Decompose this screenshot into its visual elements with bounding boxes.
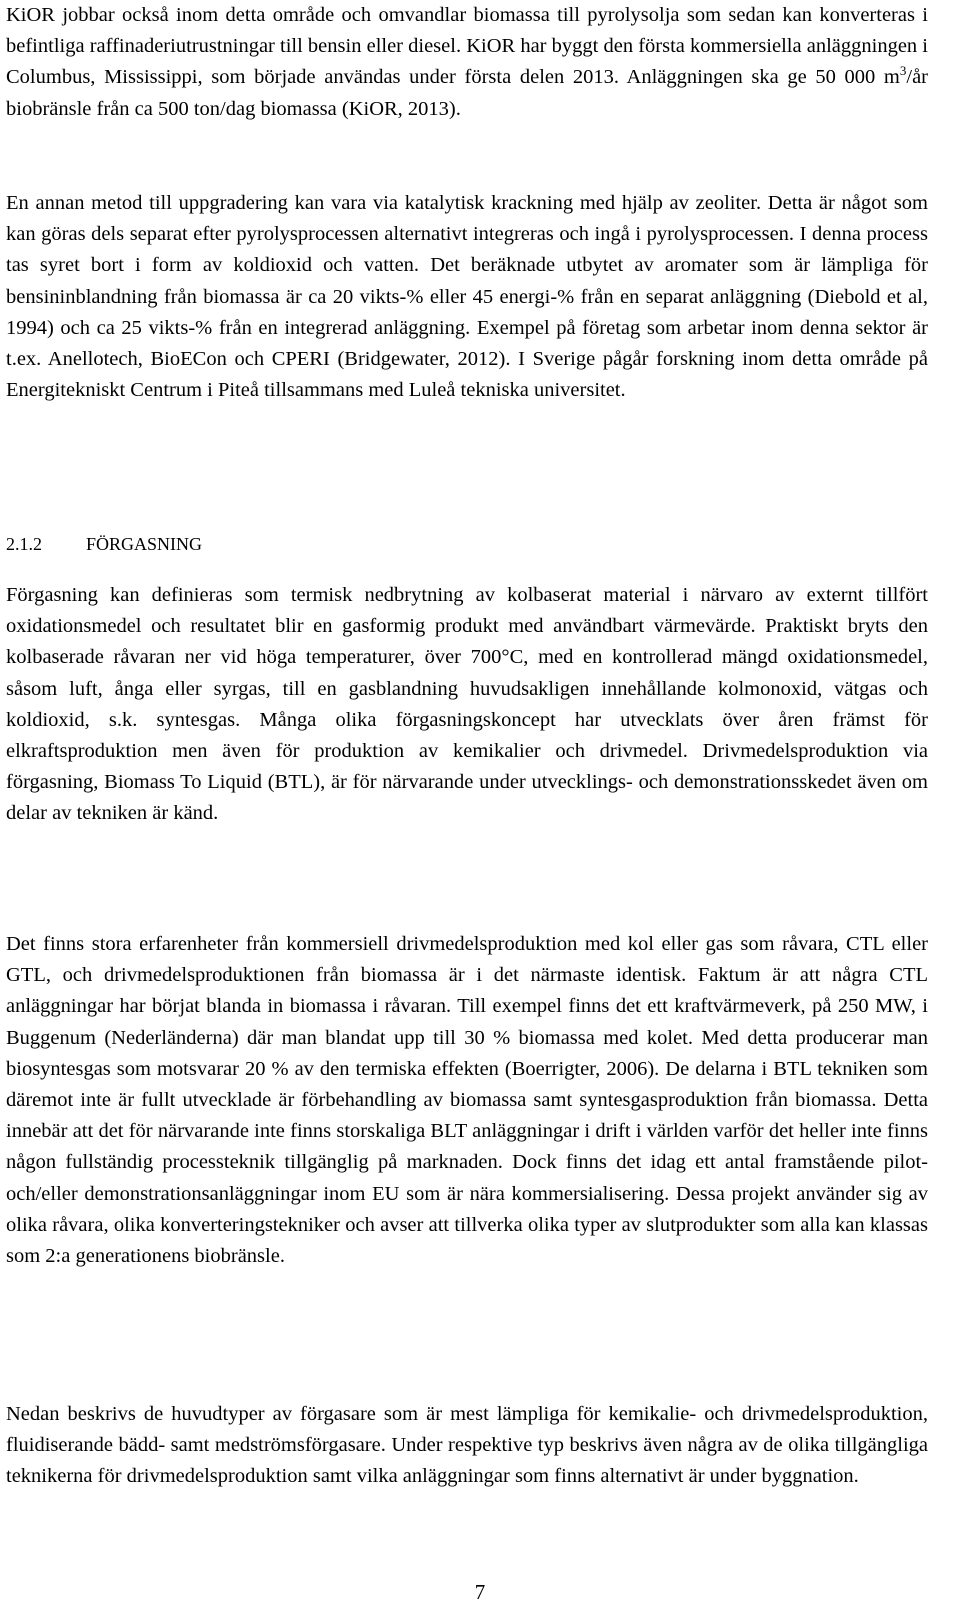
paragraph-kior: [6, 0, 928, 125]
superscript-cubic: 3: [899, 63, 907, 79]
paragraph-gasifier-types: Nedan beskrivs de huvudtyper av förgasare som är mest lämpliga för kemikalie- och drivmedelsproduktion, fluidiserande bädd- samt medströmsförgasare. Under respektive typ beskrivs även några av de olika tillgängliga teknikerna för drivmedelsproduktion samt vilka anläggningar som finns alternativt är under byggnation.: [6, 1403, 928, 1488]
paragraph-kior-text: KiOR jobbar också inom detta område och omvandlar biomassa till pyrolysolja som sedan kan konverteras i befintliga raffinaderiutrustningar till bensin eller diesel. KiOR har byggt den första kommersiella anläggningen i Columbus, Mississippi, som började användas under första delen 2013. Anläggningen ska ge 50 000 m: [6, 4, 928, 89]
paragraph-catalytic-cracking: En annan metod till uppgradering kan vara via katalytisk krackning med hjälp av zeoliter. Detta är något som kan göras dels separat efter pyrolysprocessen alternativt integreras och ingå i pyrolysprocessen. I denna process tas syret bort i form av koldioxid och vatten. Det beräknade utbytet av aromater som är lämpliga för bensininblandning från biomassa är ca 20 vikts-% eller 45 energi-% från en separat anläggning (Diebold et al, 1994) och ca 25 vikts-% från en integrerad anläggning. Exempel på företag som arbetar inom denna sektor är t.ex. Anellotech, BioECon och CPERI (Bridgewater, 2012). I Sverige pågår forskning inom detta område på Energitekniskt Centrum i Piteå tillsammans med Luleå tekniska universitet.: [6, 192, 928, 402]
section-heading: [6, 532, 202, 556]
page-number: 7: [474, 1580, 486, 1604]
section-number: 2.1.2: [6, 534, 42, 554]
paragraph-gasification-definition: Förgasning kan definieras som termisk nedbrytning av kolbaserat material i närvaro av externt tillfört oxidationsmedel och resultatet blir en gasformig produkt med användbart värmevärde. Praktiskt bryts den kolbaserade råvaran ner vid höga temperaturer, över 700°C, med en kontrollerad mängd oxidationsmedel, såsom luft, ånga eller syrgas, till en gasblandning huvudsakligen innehållande kolmonoxid, vätgas och koldioxid, s.k. syntesgas. Många olika förgasningskoncept har utvecklats över åren främst för elkraftsproduktion men även för produktion av kemikalier och drivmedel. Drivmedelsproduktion via förgasning, Biomass To Liquid (BTL), är för närvarande under utvecklings- och demonstrationsskedet även om delar av tekniken är känd.: [6, 584, 928, 825]
paragraph-ctl-gtl-experience: Det finns stora erfarenheter från kommersiell drivmedelsproduktion med kol eller gas som råvara, CTL eller GTL, och drivmedelsproduktionen från biomassa är i det närmaste identisk. Faktum är att några CTL anläggningar har börjat blanda in biomassa i råvaran. Till exempel finns det ett kraftvärmeverk, på 250 MW, i Buggenum (Nederländerna) där man blandat upp till 30 % biomassa med kolet. Med detta producerar man biosyntesgas som motsvarar 20 % av den termiska effekten (Boerrigter, 2006). De delarna i BTL tekniken som däremot inte är fullt utvecklade är förbehandling av biomassa samt syntesgasproduktion från biomassa. Detta innebär att det för närvarande inte finns storskaliga BLT anläggningar i drift i världen varför det heller inte finns någon fullständig processteknik tillgänglig på marknaden. Dock finns det idag ett antal framstående pilot- och/eller demonstrationsanläggningar inom EU som är nära kommersialisering. Dessa projekt använder sig av olika råvara, olika konverteringstekniker och avser att tillverka olika typer av slutprodukter som alla kan klassas som 2:a generationens biobränsle.: [6, 933, 928, 1268]
section-title: FÖRGASNING: [86, 534, 203, 554]
paragraph-kior-text-end: /år biobränsle från ca 500 ton/dag biomassa (KiOR, 2013).: [6, 66, 928, 120]
